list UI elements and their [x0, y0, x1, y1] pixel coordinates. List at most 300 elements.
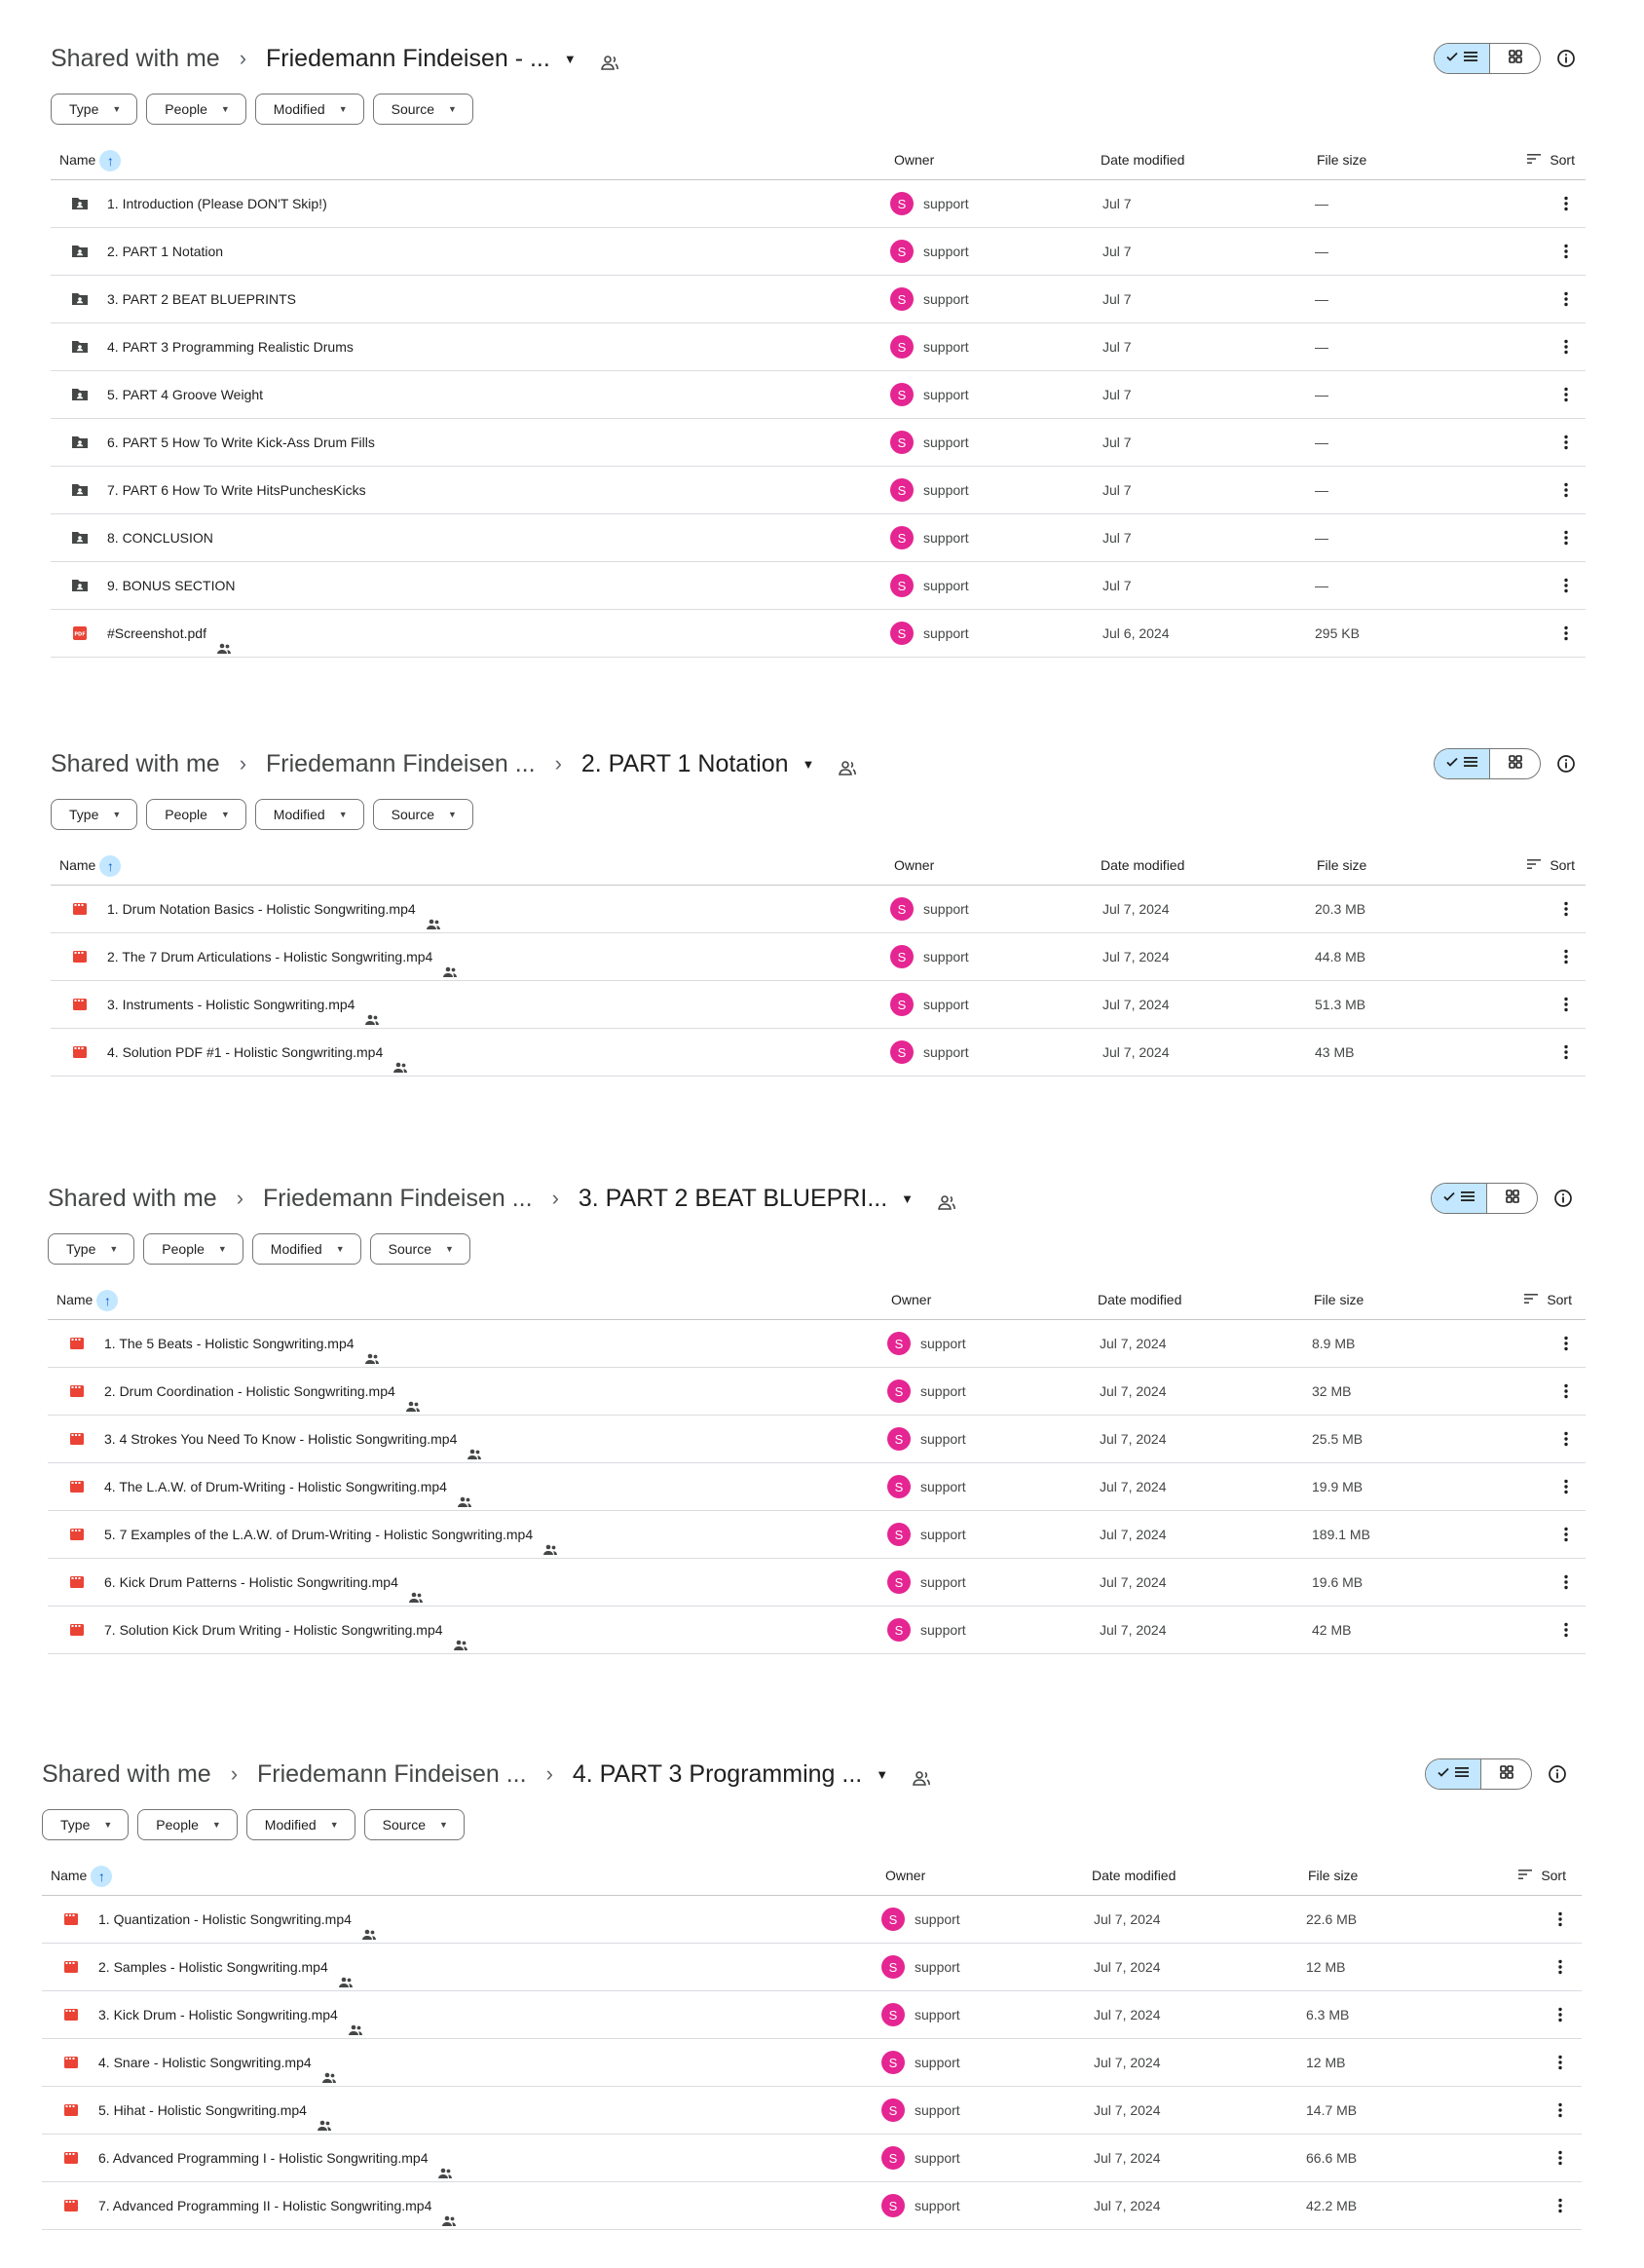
view-toggle[interactable]: [1434, 43, 1541, 74]
more-actions-icon[interactable]: [1556, 947, 1576, 966]
owner-cell: [887, 1606, 966, 1653]
people-icon: [364, 1338, 380, 1351]
filter-chip-people[interactable]: [143, 1233, 243, 1265]
owner-name: support: [923, 901, 969, 917]
info-icon[interactable]: [1548, 1764, 1567, 1784]
avatar: S: [887, 1332, 911, 1355]
dropdown-caret-icon: ▼: [217, 1244, 227, 1254]
date-modified-cell: Jul 7: [1102, 435, 1132, 450]
more-actions-icon[interactable]: [1556, 1042, 1576, 1062]
table-row[interactable]: [42, 1944, 1582, 1991]
owner-name: support: [920, 1622, 966, 1638]
file-list: [51, 180, 1586, 658]
video-icon: [61, 1909, 81, 1929]
file-list: [51, 886, 1586, 1077]
name-column-header[interactable]: [56, 1280, 118, 1319]
owner-cell: [881, 1896, 960, 1943]
date-modified-cell: Jul 7, 2024: [1100, 1574, 1167, 1590]
file-name[interactable]: [104, 1463, 472, 1510]
breadcrumb-item[interactable]: Shared with me: [51, 44, 220, 72]
owner-name: support: [923, 625, 969, 641]
avatar: S: [881, 2146, 905, 2170]
video-icon: [67, 1334, 87, 1353]
breadcrumb: [48, 1181, 956, 1216]
sort-button[interactable]: [1517, 1856, 1566, 1895]
sort-icon: [1526, 141, 1542, 180]
people-icon: [457, 1481, 472, 1494]
table-row[interactable]: [51, 886, 1586, 933]
current-folder-crumb[interactable]: 2. PART 1 Notation: [580, 749, 789, 777]
dropdown-caret-icon: ▼: [329, 1820, 339, 1830]
list-view-button[interactable]: [1432, 1184, 1487, 1213]
arrow-up-icon[interactable]: ↑: [91, 1866, 112, 1887]
file-name[interactable]: [107, 419, 375, 466]
table-row[interactable]: [51, 562, 1586, 610]
more-actions-icon[interactable]: [1551, 2196, 1570, 2215]
video-icon: [61, 2005, 81, 2024]
file-name[interactable]: [107, 228, 223, 275]
file-name[interactable]: [98, 1896, 377, 1943]
shared-folder-icon: [912, 1765, 931, 1783]
file-size-cell: —: [1315, 435, 1328, 450]
more-actions-icon[interactable]: [1556, 385, 1576, 404]
filter-chip-label: Modified: [264, 1817, 317, 1833]
date-modified-cell: Jul 7: [1102, 482, 1132, 498]
filter-chip-label: Type: [66, 1241, 96, 1257]
breadcrumb: [51, 41, 619, 76]
table-row[interactable]: [42, 1991, 1582, 2039]
people-icon: [442, 951, 458, 964]
people-icon: [441, 2200, 457, 2213]
more-actions-icon[interactable]: [1551, 2100, 1570, 2120]
name-column-header[interactable]: [59, 846, 121, 885]
file-size-cell: 42.2 MB: [1306, 2198, 1358, 2213]
filter-chip-source[interactable]: [370, 1233, 470, 1265]
file-name[interactable]: [107, 933, 458, 980]
avatar: S: [890, 574, 914, 597]
filter-chip-source[interactable]: [373, 799, 473, 830]
owner-name: support: [923, 387, 969, 402]
date-modified-column-header[interactable]: Date modified: [1101, 152, 1185, 168]
file-name[interactable]: [98, 2135, 453, 2181]
file-size-cell: 12 MB: [1306, 1959, 1346, 1975]
arrow-up-icon[interactable]: ↑: [99, 150, 121, 171]
table-row[interactable]: [51, 419, 1586, 467]
file-name-label: 7. Advanced Programming II - Holistic Songwriting.mp4: [98, 2198, 432, 2213]
table-row[interactable]: [48, 1511, 1586, 1559]
table-row[interactable]: [48, 1320, 1586, 1368]
grid-icon: [1508, 49, 1523, 69]
date-modified-cell: Jul 7: [1102, 530, 1132, 546]
table-row[interactable]: [51, 610, 1586, 658]
table-row[interactable]: [51, 323, 1586, 371]
list-view-button[interactable]: [1426, 1759, 1481, 1789]
list-view-button[interactable]: [1435, 44, 1490, 73]
more-actions-icon[interactable]: [1551, 2053, 1570, 2072]
owner-name: support: [920, 1479, 966, 1494]
table-row[interactable]: [51, 981, 1586, 1029]
table-row[interactable]: [48, 1606, 1586, 1654]
avatar: S: [890, 945, 914, 968]
shared-folder-icon: [70, 337, 90, 357]
filter-chip-people[interactable]: [146, 799, 246, 830]
sort-label: Sort: [1550, 857, 1575, 873]
file-name[interactable]: [98, 1991, 363, 2038]
dropdown-caret-icon: ▼: [211, 1820, 221, 1830]
chevron-right-icon: ›: [236, 1186, 244, 1210]
file-size-column-header: File size: [1314, 1292, 1364, 1307]
check-icon: [1437, 1765, 1450, 1784]
filter-chips: [51, 799, 473, 830]
table-row[interactable]: [51, 467, 1586, 514]
table-row[interactable]: [51, 933, 1586, 981]
avatar: S: [890, 287, 914, 311]
people-icon: [216, 627, 232, 641]
people-icon: [364, 999, 380, 1012]
table-row[interactable]: [42, 2182, 1582, 2230]
file-name[interactable]: [98, 1944, 354, 1990]
breadcrumb-item[interactable]: Shared with me: [42, 1759, 211, 1788]
more-actions-icon[interactable]: [1556, 899, 1576, 919]
owner-column-header: Owner: [891, 1292, 932, 1307]
filter-chip-modified[interactable]: [255, 94, 364, 125]
people-icon: [542, 1529, 558, 1542]
filter-chip-modified[interactable]: [255, 799, 364, 830]
date-modified-cell: Jul 7, 2024: [1100, 1479, 1167, 1494]
table-row[interactable]: [51, 514, 1586, 562]
table-row[interactable]: [51, 276, 1586, 323]
folder-menu-caret-icon[interactable]: ▼: [876, 1766, 889, 1782]
sort-icon: [1526, 847, 1542, 886]
more-actions-icon[interactable]: [1556, 995, 1576, 1014]
shared-folder-icon: [70, 433, 90, 452]
chevron-right-icon: ›: [239, 46, 247, 70]
more-actions-icon[interactable]: [1551, 2005, 1570, 2024]
view-toggle[interactable]: [1425, 1758, 1532, 1790]
people-icon: [437, 2152, 453, 2166]
svg-text:PDF: PDF: [74, 631, 86, 638]
filter-chip-label: Source: [388, 1241, 431, 1257]
filter-chip-people[interactable]: [146, 94, 246, 125]
more-actions-icon[interactable]: [1556, 528, 1576, 548]
folder-menu-caret-icon[interactable]: ▼: [563, 51, 577, 66]
table-row[interactable]: [48, 1416, 1586, 1463]
avatar: S: [887, 1618, 911, 1642]
table-row[interactable]: [48, 1368, 1586, 1416]
owner-column-header: Owner: [885, 1868, 926, 1883]
table-row[interactable]: [51, 1029, 1586, 1077]
file-name[interactable]: [104, 1511, 558, 1558]
avatar: S: [887, 1380, 911, 1403]
date-modified-column-header[interactable]: Date modified: [1098, 1292, 1182, 1307]
file-name-label: 4. The L.A.W. of Drum-Writing - Holistic Songwriting.mp4: [104, 1479, 447, 1494]
date-modified-cell: Jul 7, 2024: [1100, 1383, 1167, 1399]
file-name-label: 7. Solution Kick Drum Writing - Holistic Songwriting.mp4: [104, 1622, 443, 1638]
file-name[interactable]: [107, 467, 366, 513]
filter-chip-people[interactable]: [137, 1809, 238, 1840]
more-actions-icon[interactable]: [1556, 194, 1576, 213]
chevron-right-icon: ›: [545, 1761, 553, 1786]
owner-name: support: [923, 1044, 969, 1060]
owner-cell: [887, 1320, 966, 1367]
shared-folder-icon: [70, 194, 90, 213]
file-size-cell: 44.8 MB: [1315, 949, 1366, 964]
file-name[interactable]: [104, 1606, 468, 1653]
avatar: S: [890, 240, 914, 263]
more-actions-icon[interactable]: [1556, 433, 1576, 452]
dropdown-caret-icon: ▼: [112, 810, 122, 819]
breadcrumb-item[interactable]: Friedemann Findeisen ...: [257, 1759, 527, 1788]
folder-menu-caret-icon[interactable]: ▼: [802, 756, 815, 772]
file-size-cell: 295 KB: [1315, 625, 1360, 641]
grid-icon: [1499, 1764, 1514, 1785]
current-folder-crumb[interactable]: Friedemann Findeisen - ...: [266, 44, 550, 72]
sort-label: Sort: [1550, 152, 1575, 168]
breadcrumb-item[interactable]: Friedemann Findeisen ...: [266, 749, 536, 777]
sort-label: Sort: [1541, 1868, 1566, 1883]
owner-cell: [890, 467, 969, 513]
table-row[interactable]: [51, 180, 1586, 228]
current-folder-crumb[interactable]: 4. PART 3 Programming ...: [572, 1759, 863, 1788]
date-modified-cell: Jul 7: [1102, 339, 1132, 355]
more-actions-icon[interactable]: [1556, 1525, 1576, 1544]
table-row[interactable]: [42, 1896, 1582, 1944]
avatar: S: [881, 2098, 905, 2122]
name-header-label: Name: [59, 857, 96, 873]
dropdown-caret-icon: ▼: [439, 1820, 448, 1830]
check-icon: [1445, 50, 1459, 68]
file-size-cell: —: [1315, 387, 1328, 402]
video-icon: [67, 1381, 87, 1401]
owner-name: support: [915, 2198, 960, 2213]
name-column-header[interactable]: [51, 1856, 112, 1895]
file-name[interactable]: [107, 981, 380, 1028]
file-size-cell: —: [1315, 578, 1328, 593]
more-actions-icon[interactable]: [1551, 1909, 1570, 1929]
filter-chip-label: Source: [391, 807, 434, 822]
filter-chip-source[interactable]: [364, 1809, 465, 1840]
file-name[interactable]: [107, 323, 354, 370]
more-actions-icon[interactable]: [1556, 1572, 1576, 1592]
dropdown-caret-icon: ▼: [445, 1244, 454, 1254]
avatar: S: [887, 1475, 911, 1498]
owner-name: support: [923, 578, 969, 593]
file-name[interactable]: [107, 562, 235, 609]
file-name[interactable]: [104, 1559, 424, 1606]
info-icon[interactable]: [1556, 49, 1576, 68]
more-actions-icon[interactable]: [1556, 1334, 1576, 1353]
grid-view-button[interactable]: [1487, 1184, 1537, 1213]
breadcrumb-item[interactable]: Shared with me: [51, 749, 220, 777]
avatar: S: [890, 993, 914, 1016]
grid-view-button[interactable]: [1490, 44, 1540, 73]
date-modified-cell: Jul 7: [1102, 196, 1132, 211]
owner-cell: [890, 933, 969, 980]
owner-cell: [890, 228, 969, 275]
table-row[interactable]: [48, 1559, 1586, 1606]
filter-chips: [51, 94, 473, 125]
video-icon: [67, 1525, 87, 1544]
shared-folder-icon: [70, 576, 90, 595]
table-row[interactable]: [51, 228, 1586, 276]
file-name[interactable]: [107, 1029, 408, 1076]
folder-menu-caret-icon[interactable]: ▼: [901, 1191, 915, 1206]
video-icon: [70, 947, 90, 966]
more-actions-icon[interactable]: [1556, 480, 1576, 500]
filter-chip-type[interactable]: [48, 1233, 134, 1265]
filter-chip-label: Modified: [273, 807, 325, 822]
filter-chip-type[interactable]: [51, 94, 137, 125]
owner-name: support: [923, 196, 969, 211]
sort-button[interactable]: [1526, 140, 1575, 179]
avatar: S: [887, 1523, 911, 1546]
owner-cell: [881, 1991, 960, 2038]
file-name[interactable]: [98, 2039, 337, 2086]
grid-view-button[interactable]: [1481, 1759, 1531, 1789]
breadcrumb: [51, 746, 857, 781]
file-name-label: 3. Kick Drum - Holistic Songwriting.mp4: [98, 2007, 338, 2022]
table-row[interactable]: [51, 371, 1586, 419]
avatar: S: [887, 1570, 911, 1594]
arrow-up-icon[interactable]: ↑: [99, 855, 121, 877]
owner-cell: [890, 419, 969, 466]
file-name[interactable]: [107, 886, 441, 932]
list-view-button[interactable]: [1435, 749, 1490, 778]
avatar: S: [890, 897, 914, 921]
file-name-label: 6. PART 5 How To Write Kick-Ass Drum Fills: [107, 435, 375, 450]
owner-name: support: [915, 2007, 960, 2022]
dropdown-caret-icon: ▼: [448, 810, 457, 819]
shared-folder-icon: [70, 480, 90, 500]
shared-folder-icon: [70, 528, 90, 548]
sort-button[interactable]: [1526, 846, 1575, 885]
more-actions-icon[interactable]: [1556, 624, 1576, 643]
shared-folder-icon: [838, 755, 857, 773]
table-row[interactable]: [42, 2135, 1582, 2182]
owner-cell: [890, 1029, 969, 1076]
file-name[interactable]: [104, 1368, 421, 1415]
file-name[interactable]: [107, 180, 327, 227]
check-icon: [1442, 1190, 1456, 1208]
more-actions-icon[interactable]: [1556, 242, 1576, 261]
date-modified-cell: Jul 7, 2024: [1102, 901, 1170, 917]
filter-chip-label: Source: [391, 101, 434, 117]
file-name[interactable]: [98, 2087, 332, 2134]
file-name[interactable]: [107, 276, 296, 322]
owner-cell: [890, 562, 969, 609]
more-actions-icon[interactable]: [1556, 1620, 1576, 1640]
file-name[interactable]: [104, 1416, 482, 1462]
file-name-label: 9. BONUS SECTION: [107, 578, 236, 593]
filter-chip-label: Modified: [273, 101, 325, 117]
file-size-cell: 14.7 MB: [1306, 2102, 1358, 2118]
more-actions-icon[interactable]: [1556, 1381, 1576, 1401]
arrow-up-icon[interactable]: ↑: [96, 1290, 118, 1311]
info-icon[interactable]: [1553, 1189, 1573, 1208]
file-name-label: 1. Introduction (Please DON'T Skip!): [107, 196, 327, 211]
list-icon: [1463, 755, 1478, 774]
grid-view-button[interactable]: [1490, 749, 1540, 778]
grid-icon: [1505, 1189, 1520, 1209]
file-list: [42, 1896, 1582, 2230]
owner-cell: [887, 1463, 966, 1510]
video-icon: [70, 995, 90, 1014]
file-name[interactable]: [107, 610, 232, 657]
date-modified-column-header[interactable]: Date modified: [1092, 1868, 1177, 1883]
people-icon: [392, 1046, 408, 1060]
date-modified-cell: Jul 7, 2024: [1100, 1336, 1167, 1351]
owner-name: support: [920, 1527, 966, 1542]
owner-name: support: [915, 2102, 960, 2118]
filter-chip-source[interactable]: [373, 94, 473, 125]
owner-cell: [890, 323, 969, 370]
filter-chip-modified[interactable]: [246, 1809, 355, 1840]
breadcrumb-item[interactable]: Friedemann Findeisen ...: [263, 1184, 533, 1212]
more-actions-icon[interactable]: [1551, 2148, 1570, 2168]
filter-chip-label: People: [165, 807, 207, 822]
more-actions-icon[interactable]: [1556, 576, 1576, 595]
date-modified-cell: Jul 7, 2024: [1094, 1959, 1161, 1975]
file-name[interactable]: [107, 371, 263, 418]
view-toggle[interactable]: [1434, 748, 1541, 779]
more-actions-icon[interactable]: [1556, 1477, 1576, 1496]
avatar: S: [890, 192, 914, 215]
current-folder-crumb[interactable]: 3. PART 2 BEAT BLUEPRI...: [578, 1184, 888, 1212]
view-toggle[interactable]: [1431, 1183, 1538, 1214]
table-row[interactable]: [42, 2039, 1582, 2087]
file-name-label: 5. PART 4 Groove Weight: [107, 387, 264, 402]
table-row[interactable]: [48, 1463, 1586, 1511]
people-icon: [408, 1576, 424, 1590]
owner-name: support: [923, 949, 969, 964]
filter-chip-modified[interactable]: [252, 1233, 361, 1265]
chevron-right-icon: ›: [239, 751, 247, 775]
filter-chip-type[interactable]: [51, 799, 137, 830]
date-modified-column-header[interactable]: Date modified: [1101, 857, 1185, 873]
more-actions-icon[interactable]: [1551, 1957, 1570, 1977]
chevron-right-icon: ›: [551, 1186, 559, 1210]
chevron-right-icon: ›: [554, 751, 562, 775]
more-actions-icon[interactable]: [1556, 337, 1576, 357]
file-size-cell: 12 MB: [1306, 2055, 1346, 2070]
owner-cell: [887, 1368, 966, 1415]
info-icon[interactable]: [1556, 754, 1576, 774]
shared-folder-icon: [70, 242, 90, 261]
file-name[interactable]: [98, 2182, 457, 2229]
people-icon: [317, 2104, 332, 2118]
table-row[interactable]: [42, 2087, 1582, 2135]
more-actions-icon[interactable]: [1556, 289, 1576, 309]
dropdown-caret-icon: ▼: [338, 810, 348, 819]
filter-chip-type[interactable]: [42, 1809, 129, 1840]
file-name[interactable]: [107, 514, 213, 561]
name-column-header[interactable]: [59, 140, 121, 179]
video-icon: [70, 899, 90, 919]
file-name-label: 5. 7 Examples of the L.A.W. of Drum-Writing - Holistic Songwriting.mp4: [104, 1527, 534, 1542]
avatar: S: [890, 526, 914, 549]
breadcrumb-item[interactable]: Shared with me: [48, 1184, 217, 1212]
file-name[interactable]: [104, 1320, 380, 1367]
owner-name: support: [915, 1959, 960, 1975]
file-size-cell: 189.1 MB: [1312, 1527, 1370, 1542]
filter-chips: [48, 1233, 470, 1265]
owner-cell: [890, 180, 969, 227]
date-modified-cell: Jul 7: [1102, 244, 1132, 259]
sort-button[interactable]: [1523, 1280, 1572, 1319]
more-actions-icon[interactable]: [1556, 1429, 1576, 1449]
file-name-label: 3. PART 2 BEAT BLUEPRINTS: [107, 291, 296, 307]
video-icon: [61, 2148, 81, 2168]
